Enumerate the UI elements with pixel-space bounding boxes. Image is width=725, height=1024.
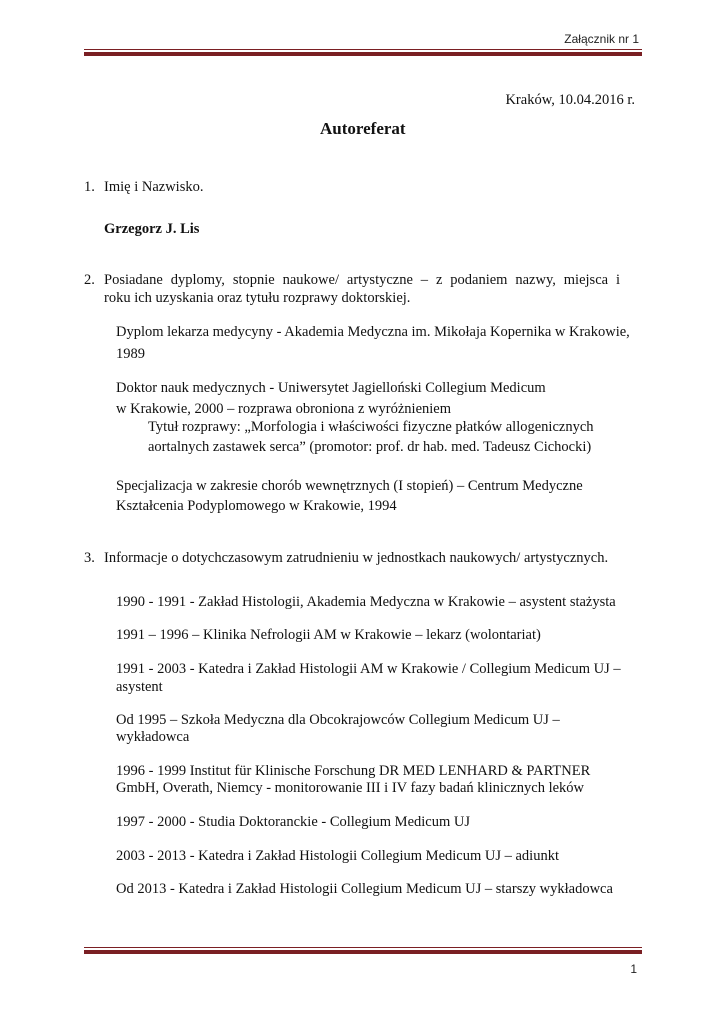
date-line: Kraków, 10.04.2016 r. [505,92,635,108]
footer-rule [84,950,642,954]
header-label: Załącznik nr 1 [564,32,639,46]
doctor-line1: Doktor nauk medycznych - Uniwersytet Jagielloński Collegium Medicum [116,380,546,396]
employment-item: 2003 - 2013 - Katedra i Zakład Histologii Collegium Medicum UJ – adiunkt [116,848,559,864]
section3-heading: Informacje o dotychczasowym zatrudnieniu w jednostkach naukowych/ artystycznych. [104,550,609,566]
page-number: 1 [630,962,637,976]
section1-number: 1. [84,179,95,195]
employment-item: Od 1995 – Szkoła Medyczna dla Obcokrajowców Collegium Medicum UJ – [116,712,560,728]
section2-heading-line2: roku ich uzyskania oraz tytułu rozprawy doktorskiej. [104,290,411,306]
employment-item: 1991 – 1996 – Klinika Nefrologii AM w Krakowie – lekarz (wolontariat) [116,627,541,643]
specialization-line2: Kształcenia Podyplomowego w Krakowie, 1994 [116,498,397,514]
section2-heading-line1: Posiadane dyplomy, stopnie naukowe/ artystyczne – z podaniem nazwy, miejsca i [104,272,620,288]
diploma-line2: 1989 [116,346,145,362]
section1-heading: Imię i Nazwisko. [104,179,204,195]
employment-item-cont: wykładowca [116,729,190,745]
header-rule [84,52,642,56]
employment-item: 1990 - 1991 - Zakład Histologii, Akademia Medyczna w Krakowie – asystent stażysta [116,594,616,610]
employment-item: 1997 - 2000 - Studia Doktoranckie - Collegium Medicum UJ [116,814,470,830]
specialization-line1: Specjalizacja w zakresie chorób wewnętrznych (I stopień) – Centrum Medyczne [116,478,583,494]
thesis-line2: aortalnych zastawek serca” (promotor: prof. dr hab. med. Tadeusz Cichocki) [148,439,592,455]
employment-item-cont: asystent [116,679,163,695]
thesis-line1: Tytuł rozprawy: „Morfologia i właściwości fizyczne płatków allogenicznych [148,419,594,435]
document-title: Autoreferat [320,119,406,138]
section3-number: 3. [84,550,95,566]
diploma-line1: Dyplom lekarza medycyny - Akademia Medyczna im. Mikołaja Kopernika w Krakowie, [116,324,630,340]
employment-item: 1991 - 2003 - Katedra i Zakład Histologii AM w Krakowie / Collegium Medicum UJ – [116,661,621,677]
employment-item: 1996 - 1999 Institut für Klinische Forschung DR MED LENHARD & PARTNER [116,763,591,779]
employment-item: Od 2013 - Katedra i Zakład Histologii Collegium Medicum UJ – starszy wykładowca [116,881,613,897]
person-name: Grzegorz J. Lis [104,221,200,237]
section2-number: 2. [84,272,95,288]
doctor-line2: w Krakowie, 2000 – rozprawa obroniona z wyróżnieniem [116,401,452,417]
employment-item-cont: GmbH, Overath, Niemcy - monitorowanie III i IV fazy badań klinicznych leków [116,780,585,796]
